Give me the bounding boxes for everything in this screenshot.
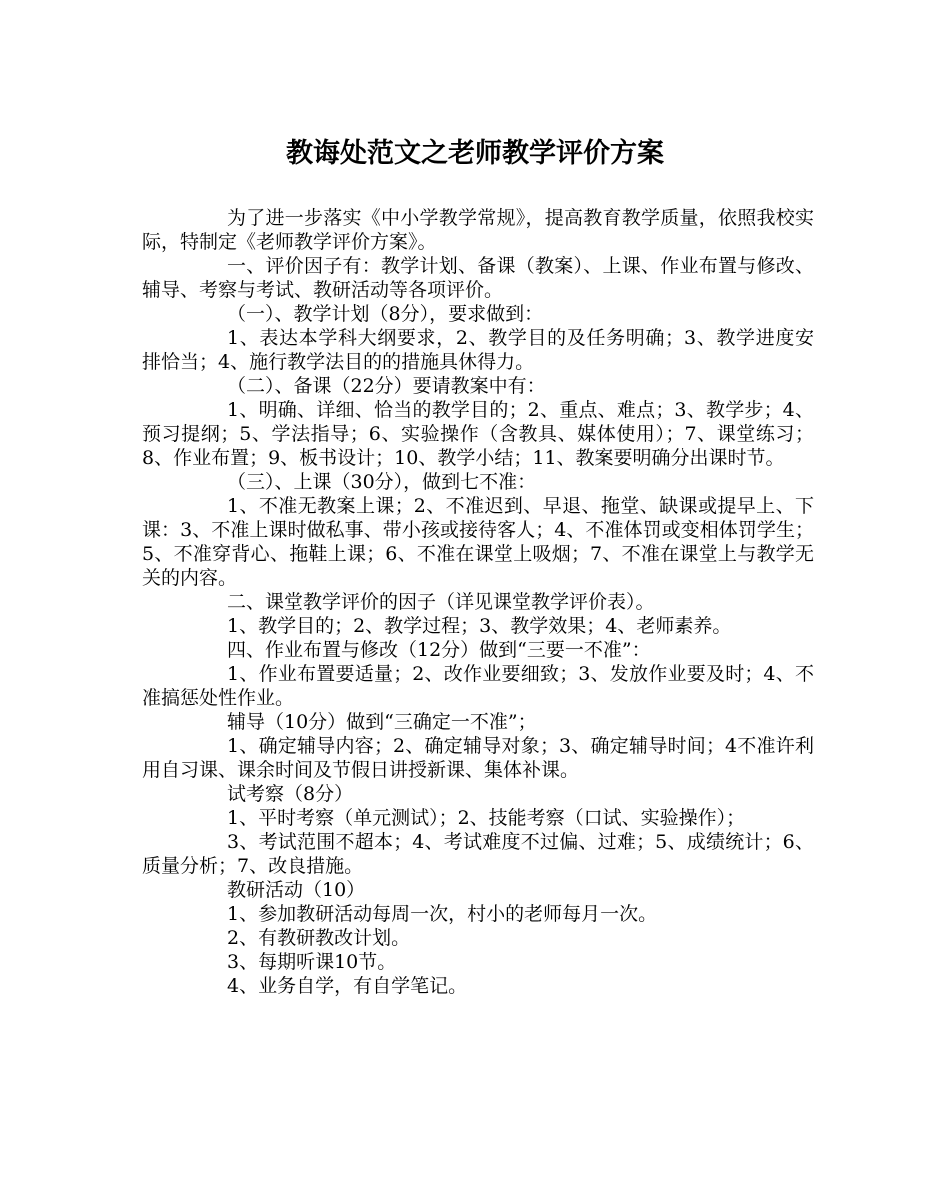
paragraph-exams-1: 1、平时考察（单元测试）；2、技能考察（口试、实验操作）； xyxy=(227,807,746,829)
paragraph-intro: 为了进一步落实《中小学教学常规》，提高教育教学质量，依照我校实际，特制定《老师教学评价方案》。 xyxy=(142,207,814,253)
paragraph-research-1: 1、参加教研活动每周一次，村小的老师每月一次。 xyxy=(227,903,658,925)
paragraph-evaluation-factors: 一、评价因子有：教学计划、备课（教案）、上课、作业布置与修改、辅导、考察与考试、教研活动等各项评价。 xyxy=(142,255,814,301)
heading-exams: 试考察（8分） xyxy=(227,783,354,805)
paragraph-classroom-evaluation: 1、教学目的；2、教学过程；3、教学效果；4、老师素养。 xyxy=(227,615,732,637)
paragraph-teaching-plan: 1、表达本学科大纲要求，2、教学目的及任务明确；3、教学进度安排恰当；4、施行教学法目的的措施具休得力。 xyxy=(142,327,814,373)
paragraph-research-4: 4、业务自学，有自学笔记。 xyxy=(227,975,468,997)
paragraph-research-3: 3、每期听课10节。 xyxy=(227,951,397,973)
paragraph-exams-2: 3、考试范围不超本；4、考试难度不过偏、过难；5、成绩统计；6、质量分析；7、改良措施。 xyxy=(142,831,814,877)
paragraph-tutoring: 1、确定辅导内容；2、确定辅导对象；3、确定辅导时间；4不准许利用自习课、课余时间及节假日讲授新课、集体补课。 xyxy=(142,735,814,781)
heading-classroom-evaluation: 二、课堂教学评价的因子（详见课堂教学评价表）。 xyxy=(227,591,655,613)
document-body xyxy=(142,206,814,998)
heading-research: 教研活动（10） xyxy=(227,879,366,901)
document-title: 教诲处范文之老师教学评价方案 xyxy=(286,138,664,169)
paragraph-lesson-prep: 1、明确、详细、恰当的教学目的；2、重点、难点；3、教学步；4、预习提纲；5、学法指导；6、实验操作（含教具、媒体使用）；7、课堂练习；8、作业布置；9、板书设计；10、教学小结；11、教案要明确分出课时节。 xyxy=(142,399,814,469)
paragraph-homework: 1、作业布置要适量；2、改作业要细致；3、发放作业要及时；4、不准搞惩处性作业。 xyxy=(142,663,814,709)
heading-class: （三）、上课（30分），做到七不准： xyxy=(227,471,537,493)
paragraph-class-rules: 1、不准无教案上课；2、不准迟到、早退、拖堂、缺课或提早上、下课：3、不准上课时做私事、带小孩或接待客人；4、不准体罚或变相体罚学生；5、不准穿背心、拖鞋上课；6、不准在课堂上吸烟；7、不准在课堂上与教学无关的内容。 xyxy=(142,495,814,589)
heading-lesson-prep: （二）、备课（22分）要请教案中有： xyxy=(227,375,546,397)
heading-teaching-plan: （一）、教学计划（8分），要求做到： xyxy=(227,303,544,325)
paragraph-research-2: 2、有教研教改计划。 xyxy=(227,927,411,949)
heading-homework: 四、作业布置与修改（12分）做到“三要一不准”： xyxy=(227,639,651,661)
heading-tutoring: 辅导（10分）做到“三确定一不准”； xyxy=(227,711,537,733)
